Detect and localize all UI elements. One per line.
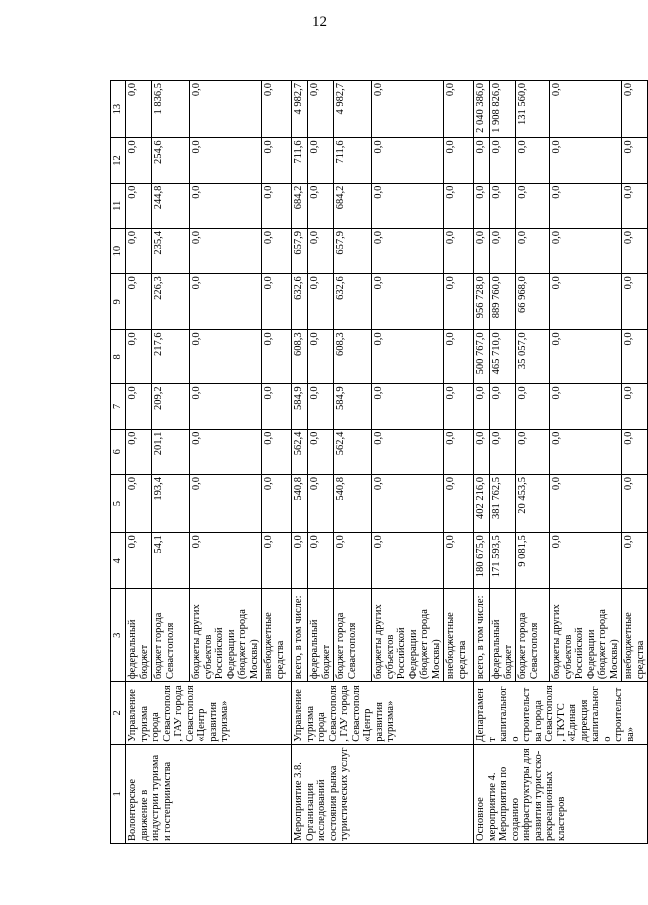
funding-source-cell: всего, в том числе: xyxy=(292,589,308,682)
value-cell: 0,0 xyxy=(622,228,648,273)
value-cell: 35 057,0 xyxy=(516,330,550,384)
value-cell: 0,0 xyxy=(550,533,622,589)
value-cell: 0,0 xyxy=(516,138,550,183)
value-cell: 0,0 xyxy=(474,228,490,273)
value-cell: 4 982,7 xyxy=(334,81,372,138)
value-cell: 0,0 xyxy=(308,81,334,138)
value-cell: 0,0 xyxy=(262,183,292,228)
value-cell: 657,9 xyxy=(334,228,372,273)
value-cell: 0,0 xyxy=(444,429,474,474)
value-cell: 201,1 xyxy=(152,429,190,474)
value-cell: 131 560,0 xyxy=(516,81,550,138)
value-cell: 0,0 xyxy=(622,274,648,330)
value-cell: 0,0 xyxy=(126,330,152,384)
value-cell: 217,6 xyxy=(152,330,190,384)
value-cell: 0,0 xyxy=(372,533,444,589)
executor-cell: Департамент капитального строительства города Севастополя, ГКУГС «Единая дирекция капитального строительства» xyxy=(474,682,648,745)
funding-source-cell: федеральный бюджет xyxy=(126,589,152,682)
table-row xyxy=(126,81,152,844)
value-cell: 0,0 xyxy=(372,81,444,138)
value-cell: 193,4 xyxy=(152,474,190,532)
value-cell: 1 836,5 xyxy=(152,81,190,138)
header-cell: 4 xyxy=(111,533,126,589)
value-cell: 0,0 xyxy=(444,274,474,330)
value-cell: 0,0 xyxy=(372,274,444,330)
value-cell: 0,0 xyxy=(490,228,516,273)
value-cell: 0,0 xyxy=(550,138,622,183)
value-cell: 54,1 xyxy=(152,533,190,589)
value-cell: 0,0 xyxy=(516,429,550,474)
value-cell: 0,0 xyxy=(190,228,262,273)
funding-source-cell: федеральный бюджет xyxy=(308,589,334,682)
header-cell: 3 xyxy=(111,589,126,682)
value-cell: 0,0 xyxy=(308,474,334,532)
value-cell: 0,0 xyxy=(372,330,444,384)
value-cell: 381 762,5 xyxy=(490,474,516,532)
header-cell: 9 xyxy=(111,274,126,330)
value-cell: 402 216,0 xyxy=(474,474,490,532)
value-cell: 0,0 xyxy=(474,183,490,228)
value-cell: 226,3 xyxy=(152,274,190,330)
value-cell: 0,0 xyxy=(190,533,262,589)
value-cell: 0,0 xyxy=(372,384,444,429)
value-cell: 0,0 xyxy=(126,384,152,429)
activity-name-cell: Мероприятие 3.8. Организация исследований состояния рынка туристических услуг xyxy=(292,744,474,843)
value-cell: 0,0 xyxy=(262,274,292,330)
value-cell: 632,6 xyxy=(292,274,308,330)
value-cell: 0,0 xyxy=(126,533,152,589)
value-cell: 584,9 xyxy=(334,384,372,429)
funding-source-cell: бюджет города Севастополя xyxy=(152,589,190,682)
value-cell: 0,0 xyxy=(490,138,516,183)
value-cell: 0,0 xyxy=(190,474,262,532)
value-cell: 0,0 xyxy=(262,81,292,138)
value-cell: 0,0 xyxy=(550,330,622,384)
value-cell: 711,6 xyxy=(292,138,308,183)
value-cell: 171 593,5 xyxy=(490,533,516,589)
value-cell: 0,0 xyxy=(474,138,490,183)
header-cell: 12 xyxy=(111,138,126,183)
activity-name-cell: Основное мероприятие 4. Мероприятия по созданию инфраструктуры для развития туристско-рекреационных кластеров xyxy=(474,744,648,843)
value-cell: 0,0 xyxy=(308,330,334,384)
header-cell: 5 xyxy=(111,474,126,532)
value-cell: 0,0 xyxy=(126,274,152,330)
value-cell: 711,6 xyxy=(334,138,372,183)
value-cell: 0,0 xyxy=(444,81,474,138)
value-cell: 684,2 xyxy=(292,183,308,228)
header-cell: 8 xyxy=(111,330,126,384)
table-row xyxy=(292,81,308,844)
value-cell: 0,0 xyxy=(262,228,292,273)
value-cell: 0,0 xyxy=(372,429,444,474)
value-cell: 0,0 xyxy=(190,138,262,183)
header-cell: 13 xyxy=(111,81,126,138)
header-cell: 10 xyxy=(111,228,126,273)
value-cell: 0,0 xyxy=(308,183,334,228)
value-cell: 0,0 xyxy=(126,429,152,474)
value-cell: 2 040 386,0 xyxy=(474,81,490,138)
value-cell: 0,0 xyxy=(550,384,622,429)
value-cell: 608,3 xyxy=(334,330,372,384)
value-cell: 0,0 xyxy=(490,429,516,474)
value-cell: 0,0 xyxy=(308,533,334,589)
value-cell: 66 968,0 xyxy=(516,274,550,330)
value-cell: 500 767,0 xyxy=(474,330,490,384)
page-number: 12 xyxy=(312,14,327,30)
value-cell: 956 728,0 xyxy=(474,274,490,330)
table-row xyxy=(474,81,490,844)
value-cell: 254,6 xyxy=(152,138,190,183)
value-cell: 209,2 xyxy=(152,384,190,429)
value-cell: 562,4 xyxy=(292,429,308,474)
value-cell: 608,3 xyxy=(292,330,308,384)
funding-source-cell: бюджет города Севастополя xyxy=(334,589,372,682)
activity-name-cell: Волонтерское движение в индустрии туризма и гостеприимства xyxy=(126,744,292,843)
value-cell: 0,0 xyxy=(190,384,262,429)
funding-source-cell: бюджеты других субъектов Российской Федерации (бюджет города Москвы) xyxy=(372,589,444,682)
value-cell: 0,0 xyxy=(372,138,444,183)
value-cell: 0,0 xyxy=(372,183,444,228)
value-cell: 0,0 xyxy=(334,533,372,589)
value-cell: 465 710,0 xyxy=(490,330,516,384)
value-cell: 0,0 xyxy=(262,330,292,384)
value-cell: 0,0 xyxy=(308,228,334,273)
value-cell: 0,0 xyxy=(126,183,152,228)
funding-source-cell: внебюджетные средства xyxy=(622,589,648,682)
value-cell: 0,0 xyxy=(622,474,648,532)
header-row xyxy=(111,81,126,844)
header-cell: 6 xyxy=(111,429,126,474)
value-cell: 0,0 xyxy=(444,183,474,228)
value-cell: 0,0 xyxy=(550,183,622,228)
value-cell: 0,0 xyxy=(308,138,334,183)
value-cell: 0,0 xyxy=(262,138,292,183)
value-cell: 0,0 xyxy=(444,533,474,589)
header-cell: 7 xyxy=(111,384,126,429)
value-cell: 657,9 xyxy=(292,228,308,273)
header-cell: 11 xyxy=(111,183,126,228)
value-cell: 0,0 xyxy=(550,81,622,138)
value-cell: 235,4 xyxy=(152,228,190,273)
value-cell: 0,0 xyxy=(308,274,334,330)
value-cell: 0,0 xyxy=(622,183,648,228)
header-cell: 1 xyxy=(111,744,126,843)
value-cell: 540,8 xyxy=(292,474,308,532)
value-cell: 0,0 xyxy=(308,429,334,474)
value-cell: 0,0 xyxy=(516,183,550,228)
value-cell: 0,0 xyxy=(126,138,152,183)
value-cell: 0,0 xyxy=(190,429,262,474)
value-cell: 0,0 xyxy=(126,474,152,532)
value-cell: 0,0 xyxy=(190,183,262,228)
value-cell: 0,0 xyxy=(444,330,474,384)
value-cell: 0,0 xyxy=(516,384,550,429)
value-cell: 0,0 xyxy=(262,429,292,474)
value-cell: 0,0 xyxy=(372,474,444,532)
funding-source-cell: внебюджетные средства xyxy=(262,589,292,682)
value-cell: 0,0 xyxy=(444,384,474,429)
value-cell: 0,0 xyxy=(622,138,648,183)
value-cell: 0,0 xyxy=(622,330,648,384)
value-cell: 0,0 xyxy=(550,274,622,330)
value-cell: 584,9 xyxy=(292,384,308,429)
funding-source-cell: бюджет города Севастополя xyxy=(516,589,550,682)
value-cell: 0,0 xyxy=(444,474,474,532)
value-cell: 0,0 xyxy=(490,384,516,429)
value-cell: 0,0 xyxy=(550,228,622,273)
value-cell: 244,8 xyxy=(152,183,190,228)
value-cell: 0,0 xyxy=(622,384,648,429)
value-cell: 180 675,0 xyxy=(474,533,490,589)
value-cell: 889 760,0 xyxy=(490,274,516,330)
value-cell: 20 453,5 xyxy=(516,474,550,532)
header-cell: 2 xyxy=(111,682,126,745)
value-cell: 0,0 xyxy=(622,81,648,138)
value-cell: 0,0 xyxy=(622,533,648,589)
value-cell: 0,0 xyxy=(550,474,622,532)
value-cell: 0,0 xyxy=(190,274,262,330)
value-cell: 0,0 xyxy=(292,533,308,589)
value-cell: 0,0 xyxy=(262,474,292,532)
value-cell: 0,0 xyxy=(474,384,490,429)
value-cell: 0,0 xyxy=(490,183,516,228)
value-cell: 0,0 xyxy=(622,429,648,474)
value-cell: 4 982,7 xyxy=(292,81,308,138)
value-cell: 0,0 xyxy=(126,81,152,138)
value-cell: 0,0 xyxy=(372,228,444,273)
value-cell: 0,0 xyxy=(262,533,292,589)
funding-source-cell: бюджеты других субъектов Российской Федерации (бюджет города Москвы) xyxy=(190,589,262,682)
value-cell: 0,0 xyxy=(444,138,474,183)
funding-source-cell: всего, в том числе: xyxy=(474,589,490,682)
value-cell: 0,0 xyxy=(516,228,550,273)
value-cell: 0,0 xyxy=(262,384,292,429)
value-cell: 632,6 xyxy=(334,274,372,330)
funding-source-cell: бюджеты других субъектов Российской Федерации (бюджет города Москвы) xyxy=(550,589,622,682)
value-cell: 0,0 xyxy=(190,81,262,138)
value-cell: 0,0 xyxy=(308,384,334,429)
rotated-budget-table xyxy=(110,80,646,844)
value-cell: 0,0 xyxy=(474,429,490,474)
funding-source-cell: федеральный бюджет xyxy=(490,589,516,682)
funding-source-cell: внебюджетные средства xyxy=(444,589,474,682)
value-cell: 0,0 xyxy=(190,330,262,384)
value-cell: 0,0 xyxy=(550,429,622,474)
value-cell: 540,8 xyxy=(334,474,372,532)
budget-table xyxy=(110,80,648,844)
executor-cell: Управление туризма города Севастополя, ГАУ города Севастополя «Центр развития туризма» xyxy=(292,682,474,745)
value-cell: 0,0 xyxy=(126,228,152,273)
value-cell: 562,4 xyxy=(334,429,372,474)
value-cell: 684,2 xyxy=(334,183,372,228)
value-cell: 9 081,5 xyxy=(516,533,550,589)
executor-cell: Управление туризма города Севастополя, ГАУ города Севастополя «Центр развития туризма» xyxy=(126,682,292,745)
value-cell: 1 908 826,0 xyxy=(490,81,516,138)
value-cell: 0,0 xyxy=(444,228,474,273)
